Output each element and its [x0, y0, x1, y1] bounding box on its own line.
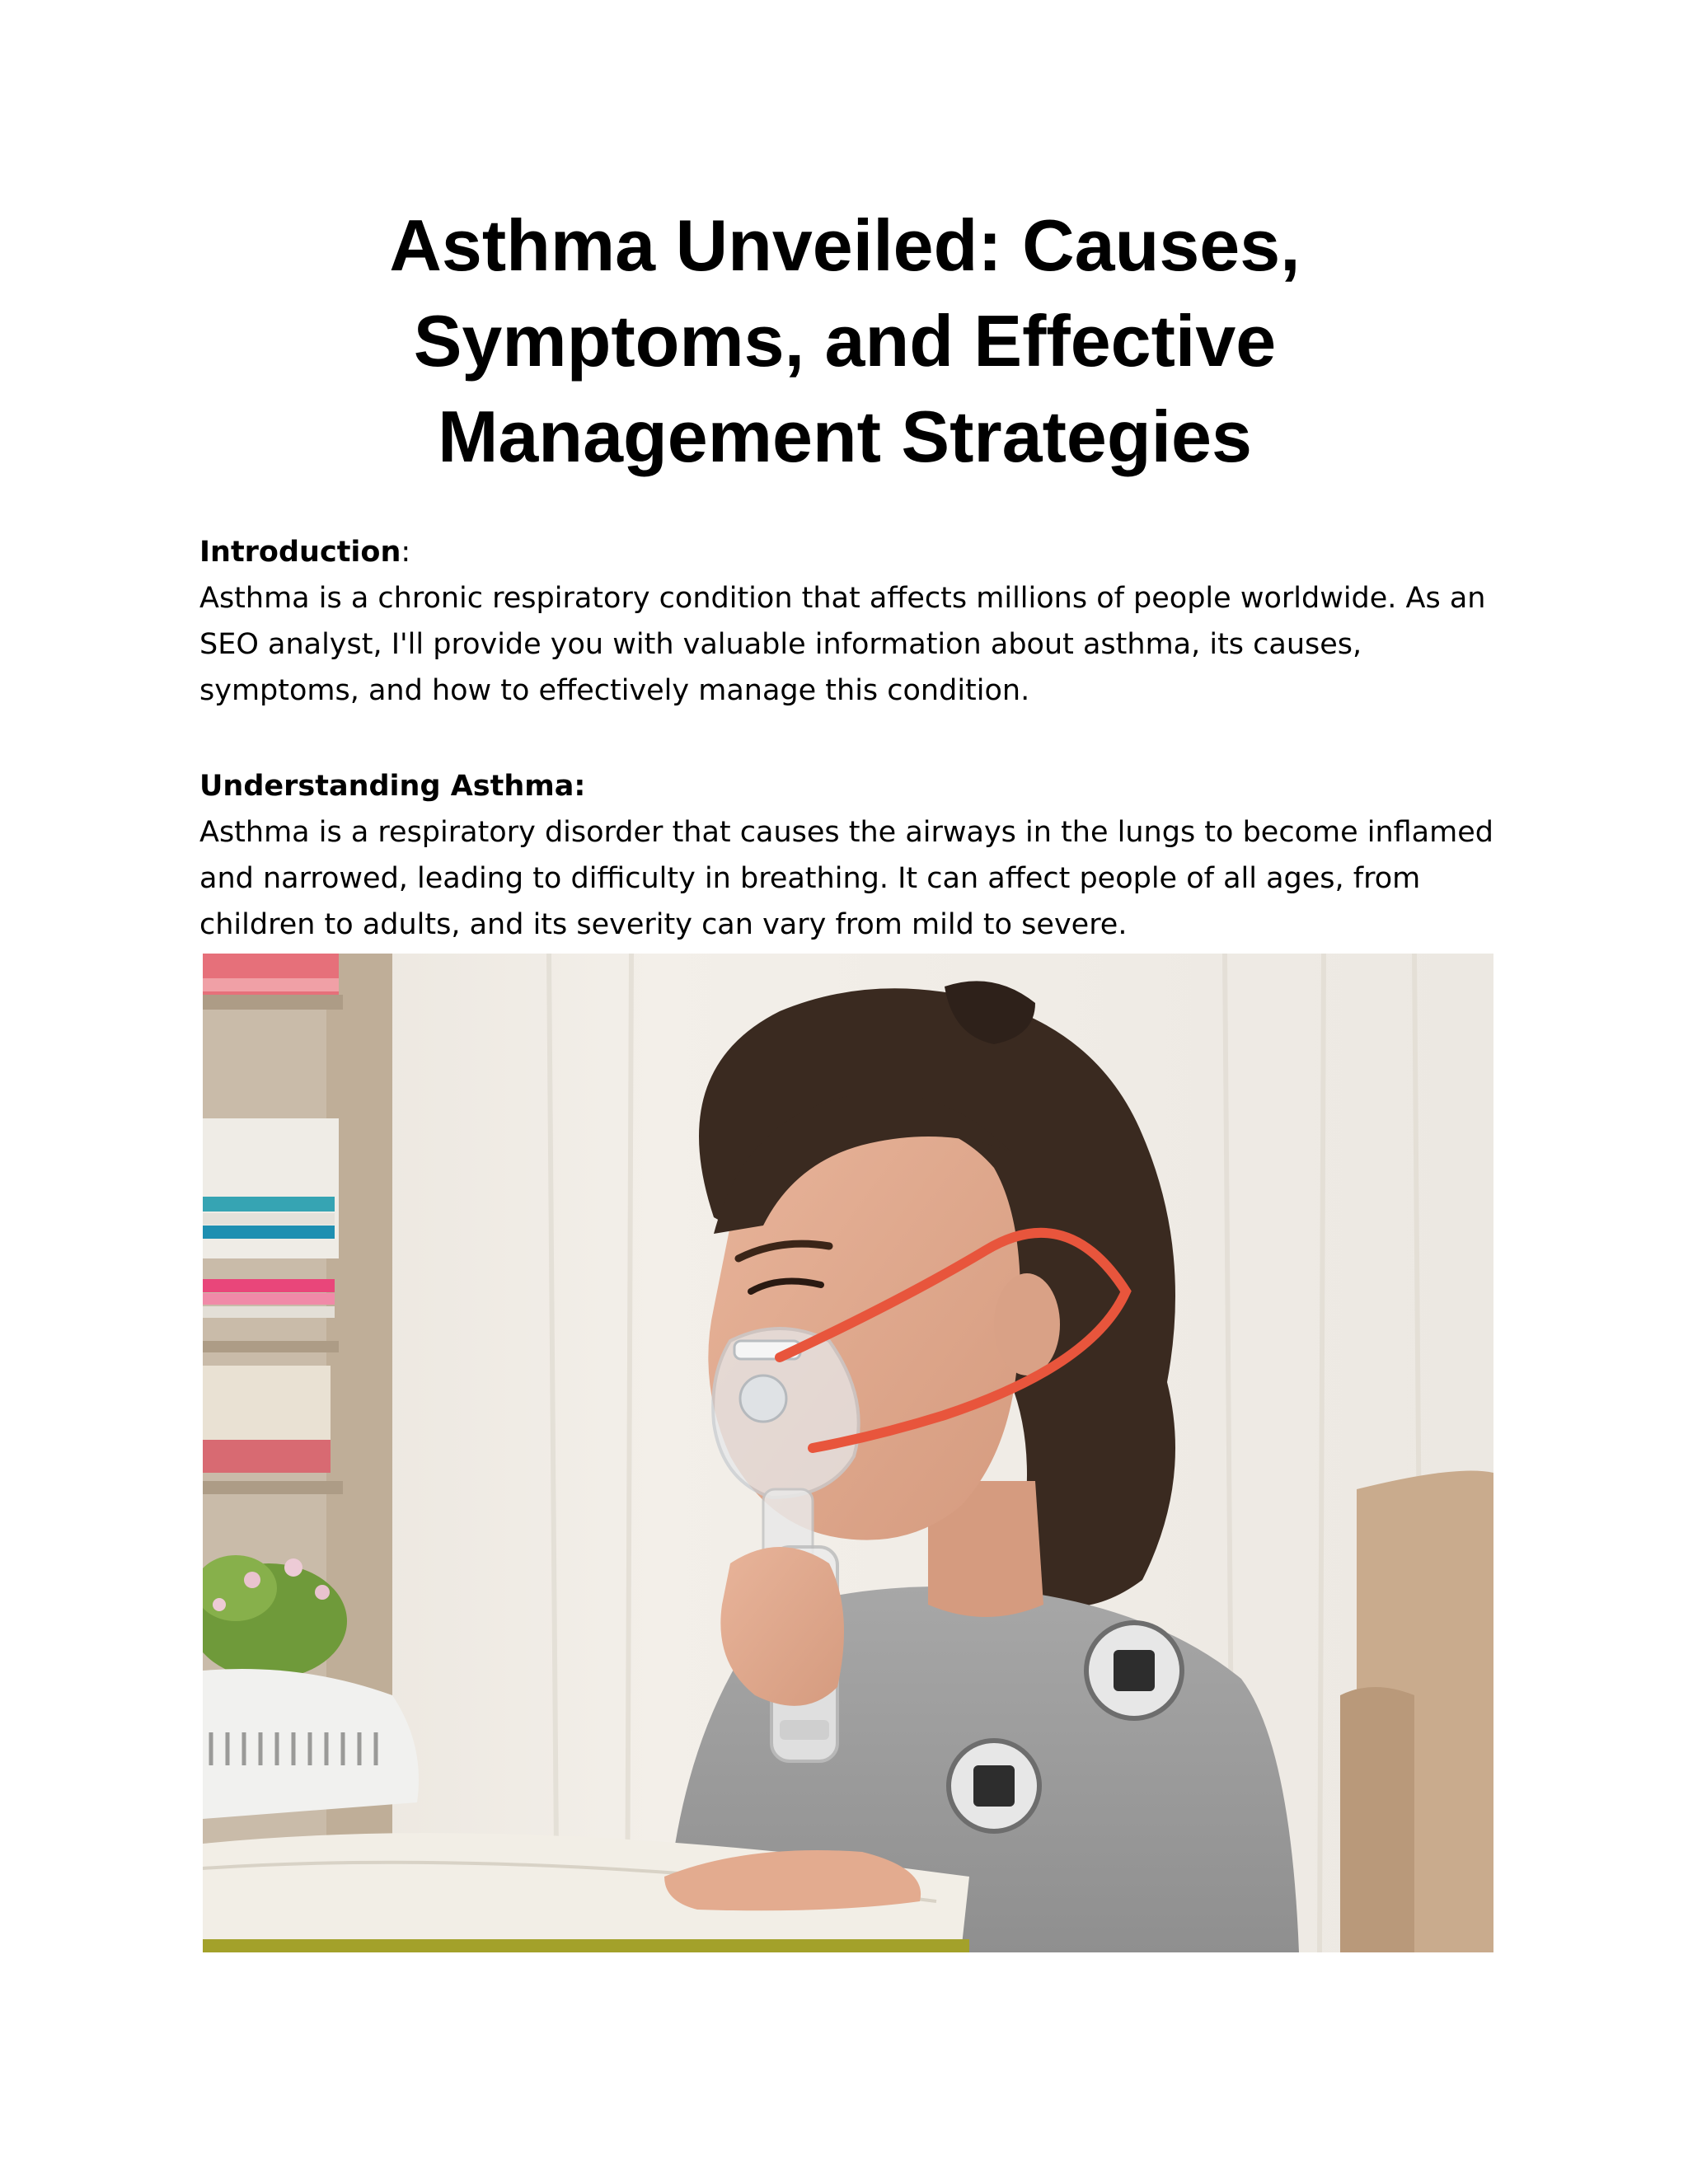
- section-body: Asthma is a respiratory disorder that causes the airways in the lungs to become inflamed and narrowed, leading to difficulty in breathing. It can affect people of all ages, from children to adults, and its severity can vary from mild to severe.: [199, 816, 1493, 941]
- section-introduction: [199, 529, 1518, 714]
- section-body: Asthma is a chronic respiratory condition that affects millions of people worldwide. As an SEO analyst, I'll provide you with valuable information about asthma, its causes, symptoms, and how to effectively manage this condition.: [199, 582, 1486, 707]
- section-heading: Understanding Asthma:: [199, 770, 586, 803]
- child-nebulizer-photo: [203, 954, 1493, 1952]
- heading-colon: :: [401, 536, 411, 569]
- section-understanding-asthma: [199, 763, 1518, 948]
- section-heading: [199, 529, 1518, 575]
- document-title: Asthma Unveiled: Causes, Symptoms, and Effective Management Strategies: [389, 204, 1301, 477]
- heading-text: Introduction: [199, 536, 401, 569]
